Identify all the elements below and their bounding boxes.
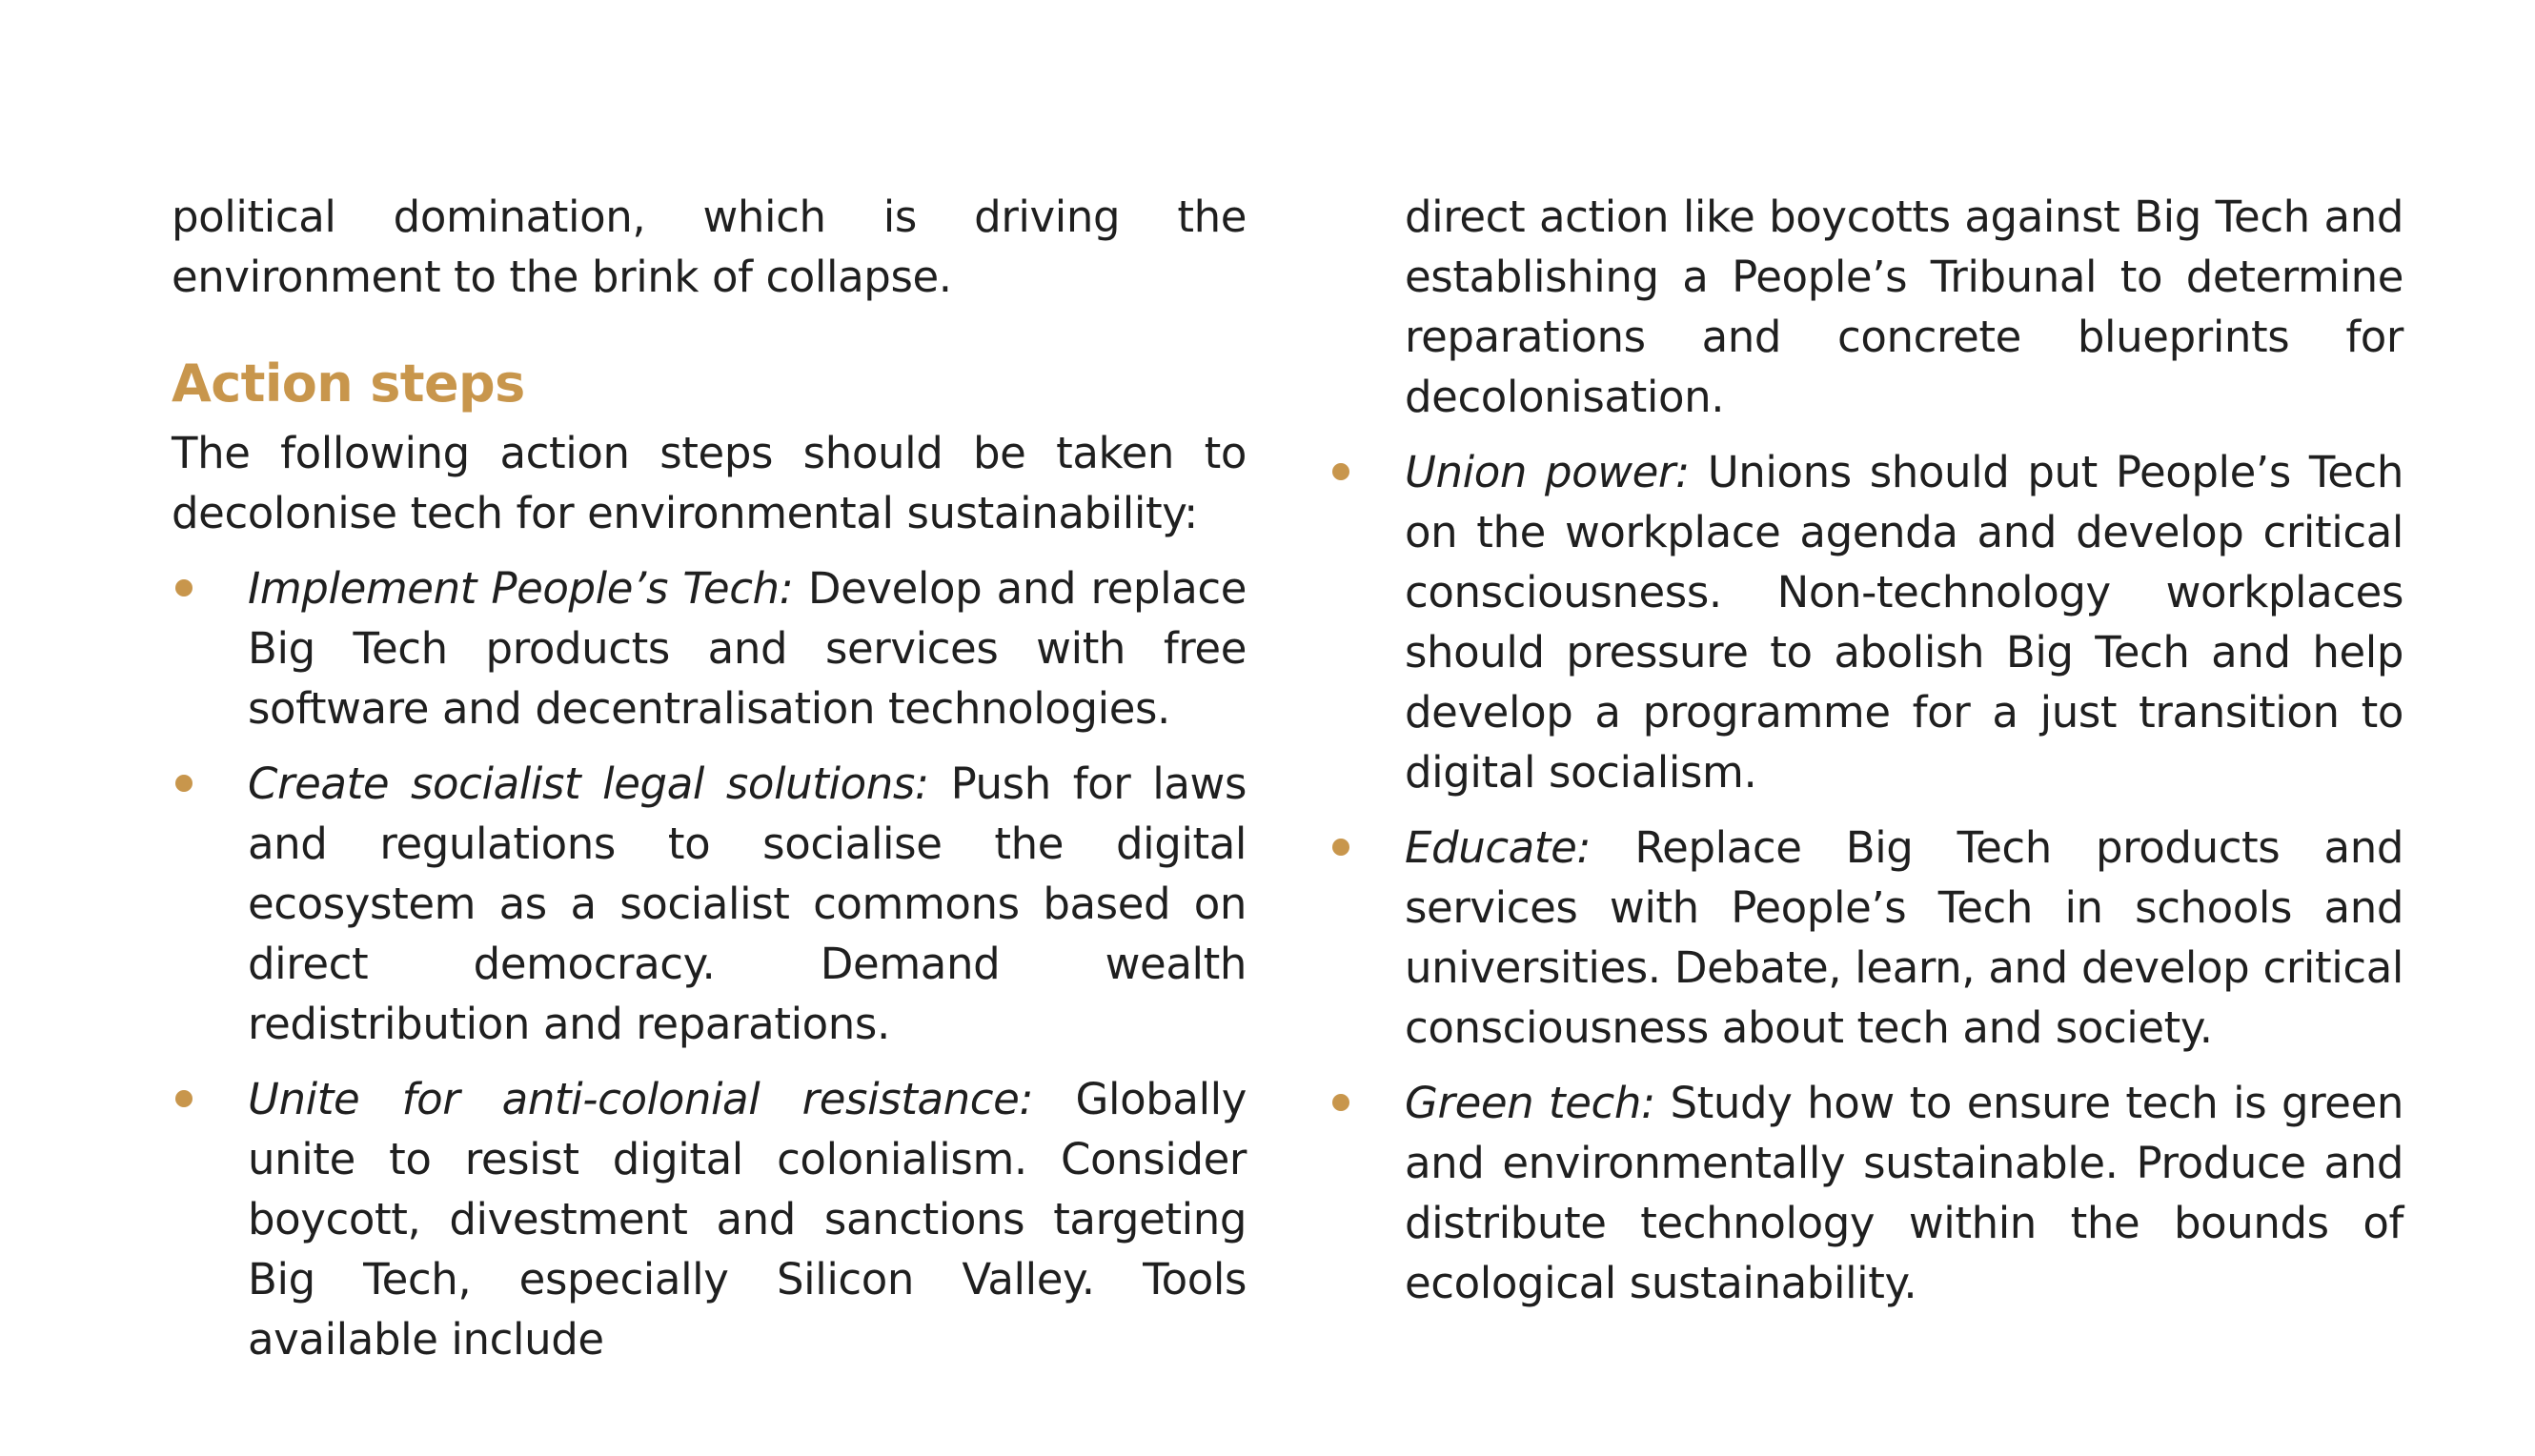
list-item: [172, 1069, 1247, 1369]
item-lead: Unite for anti-colonial resistance:: [248, 1074, 1034, 1124]
item-text: Push for laws and regulations to socialise the digital ecosystem as a socialist commons based on direct democracy. Demand wealth redistribution and reparations.: [248, 758, 1247, 1049]
intro-continuation: political domination, which is driving the environment to the brink of collapse.: [172, 192, 1247, 302]
bullet-icon: [175, 1090, 193, 1107]
section-heading: Action steps: [172, 354, 525, 414]
list-item: [1328, 1073, 2403, 1313]
item-text: Replace Big Tech products and services with People’s Tech in schools and universities. Debate, learn, and develop critical consciousness about tech and society.: [1405, 822, 2403, 1053]
bullet-icon: [1332, 839, 1349, 856]
item-text: Unions should put People’s Tech on the workplace agenda and develop critical consciousness. Non-technology workplaces should pressure to abolish Big Tech and help develop a programme for a just transition to digital socialism.: [1405, 447, 2404, 798]
list-item: [1328, 442, 2403, 802]
right-column: [1328, 187, 2403, 1328]
bullet-continuation: direct action like boycotts against Big Tech and establishing a People’s Tribunal to determine reparations and concrete blueprints for decolonisation.: [1405, 192, 2403, 422]
list-item: [172, 754, 1247, 1054]
item-text: Develop and replace Big Tech products and services with free software and decentralisation technologies.: [248, 563, 1247, 734]
list-item: [1328, 818, 2403, 1058]
item-text: Study how to ensure tech is green and environmentally sustainable. Produce and distribute technology within the bounds of ecological sustainability.: [1405, 1078, 2403, 1308]
bullet-icon: [175, 579, 193, 597]
list-item: [172, 558, 1247, 738]
item-lead: Educate:: [1405, 822, 1592, 873]
item-lead: Create socialist legal solutions:: [248, 758, 929, 809]
bullet-icon: [175, 775, 193, 792]
action-steps-list: [172, 558, 1247, 1369]
bullet-icon: [1332, 463, 1349, 480]
item-lead: Implement People’s Tech:: [248, 563, 794, 614]
item-lead: Green tech:: [1405, 1078, 1655, 1128]
lead-paragraph: The following action steps should be taken to decolonise tech for environmental sustainability:: [172, 428, 1247, 538]
left-column: [172, 187, 1247, 1385]
item-text: Globally unite to resist digital colonialism. Consider boycott, divestment and sanctions targeting Big Tech, especially Silicon Valley. Tools available include: [248, 1074, 1247, 1365]
item-lead: Union power:: [1405, 447, 1690, 497]
action-steps-list-continued: [1328, 442, 2403, 1313]
bullet-icon: [1332, 1094, 1349, 1111]
